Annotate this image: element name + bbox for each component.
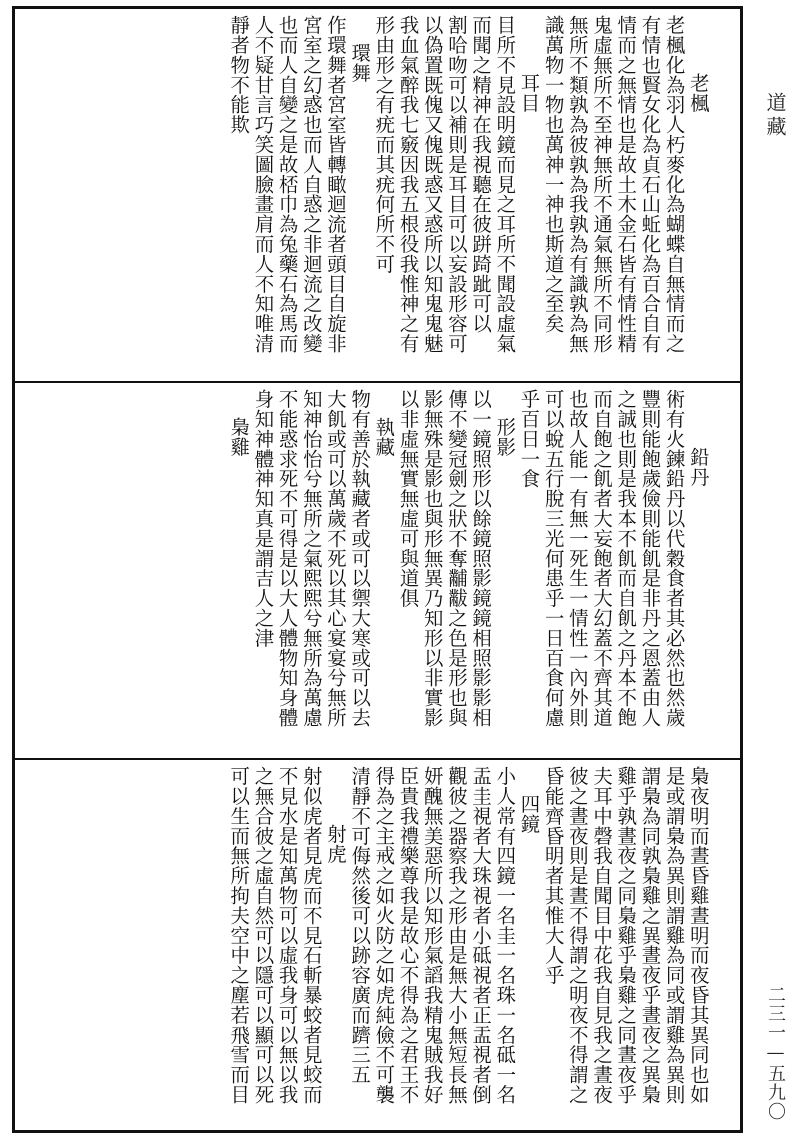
text-column: 靜者物不能欺 (227, 15, 251, 135)
blank-column (710, 766, 734, 1124)
text-column: 人不疑甘言巧笑圖臉畫肩而人不知唯清 (251, 15, 275, 354)
text-column: 我血氣醉我七竅因我五根役我惟神之有 (396, 15, 420, 354)
text-band-middle (15, 383, 740, 758)
text-column: 豐則能飽歲儉則能飢是非丹之恩蓋由人 (638, 389, 662, 728)
text-column: 而聞之精神在我視聽在彼跰踦跐可以 (469, 15, 493, 334)
text-column: 梟夜明而晝昏雞晝明而夜昏其異同也如 (686, 766, 710, 1105)
text-column: 臣貴我禮樂尊我是故心不得為之君王不 (396, 766, 420, 1105)
section-heading: 形影 (493, 417, 517, 457)
text-column: 知神怡怡兮無所之氣熙熙兮無所為萬慮 (299, 389, 323, 728)
text-column: 物有善於執藏者或可以禦大寒或可以去 (348, 389, 372, 728)
section-heading: 執藏 (372, 417, 396, 457)
text-band-top (15, 9, 740, 381)
section-heading: 梟雞 (227, 417, 251, 457)
text-column: 可以蛻五行脫三光何患乎一日百食何慮 (541, 389, 565, 728)
text-column: 大飢或可以萬歲不死以其心宴宴兮無所 (324, 389, 347, 728)
text-column: 妍醜無美惡所以知形氣謟我精鬼賊我好 (420, 766, 444, 1105)
margin-book-title: 道藏 (763, 92, 787, 140)
text-column: 是或謂梟為異則謂雞為同或謂雞為異則 (662, 766, 686, 1105)
text-column: 射似虎者見虎而不見石斬暴蛟者見蛟而 (299, 766, 323, 1105)
text-column: 無所不類孰為彼孰為我孰為有識孰為無 (565, 15, 589, 354)
text-column: 以偽置既傀又傀既惑又惑所以知鬼鬼魅 (420, 15, 444, 354)
text-column: 之誠也則是我本不飢而自飢之丹本不飽 (614, 389, 638, 728)
section-heading: 耳目 (517, 73, 541, 113)
text-column: 術有火鍊鉛丹以代穀食者其必然也然歲 (662, 389, 686, 728)
text-column: 老楓化為羽人朽麥化為蝴蝶自無情而之 (662, 15, 686, 354)
text-column: 夫耳中磬我自聞目中花我自見我之晝夜 (590, 766, 614, 1105)
text-column: 乎百日一食 (517, 389, 541, 489)
text-column: 有情也賢女化為貞石山蚯化為百合自有 (638, 15, 662, 354)
section-heading: 四鏡 (517, 794, 541, 834)
text-column: 也而人自變之是故桮巾為兔藥石為馬而 (275, 15, 299, 354)
text-column: 也故人能一有無一死生一情性一內外則 (565, 389, 589, 728)
blank-column (710, 15, 734, 375)
text-column: 不能惑求死不可得是以大人體物知身體 (275, 389, 299, 728)
text-column: 可以生而無所拘夫空中之塵若飛雪而目 (227, 766, 251, 1105)
text-column: 而自飽之飢者大妄飽者大幻蓋不齊其道 (590, 389, 614, 728)
text-column: 割哈吻可以補則是耳目可以妄設形容可 (444, 15, 468, 354)
section-heading: 鉛丹 (686, 447, 710, 487)
section-heading: 老楓 (686, 73, 710, 113)
text-column: 目所不見設明鏡而見之耳所不聞設虛氣 (493, 15, 517, 354)
text-column: 雞乎孰晝夜之同梟雞乎梟雞之同晝夜乎 (614, 766, 638, 1105)
section-heading: 射虎 (324, 824, 347, 864)
blank-column (710, 389, 734, 752)
text-column: 小人常有四鏡一名圭一名珠一名砥一名 (493, 766, 517, 1105)
text-column: 情而之無情也是故土木金石皆有情性精 (614, 15, 638, 354)
text-column: 彼之晝夜則是晝不得謂之明夜不得謂之 (565, 766, 589, 1105)
text-column: 清靜不可侮然後可以跡容廣而躋三五 (348, 766, 372, 1085)
text-column: 識萬物一物也萬神一神也斯道之至矣 (541, 15, 565, 334)
margin-page-number: 二三一—五九〇 (765, 985, 786, 1121)
text-column: 作環舞者宮室皆轉瞰迴流者頭目自旋非 (324, 15, 347, 354)
section-heading: 環舞 (348, 43, 372, 83)
text-column: 以一鏡照形以餘鏡照影鏡鏡相照影影相 (469, 389, 493, 728)
text-column: 影無殊是影也與形無異乃知形以非實影 (420, 389, 444, 728)
text-column: 謂梟為同孰梟雞之異晝夜乎晝夜之異梟 (638, 766, 662, 1105)
text-column: 不見水是知萬物可以虛我身可以無以我 (275, 766, 299, 1105)
text-column: 觀彼之器察我之形由是無大小無短長無 (444, 766, 468, 1105)
text-column: 之無合彼之虛自然可以隱可以顯可以死 (251, 766, 275, 1105)
text-column: 形由形之有疣而其疣何所不可 (372, 15, 396, 274)
text-column: 身知神體神知真是謂吉人之津 (251, 389, 275, 648)
text-column: 盂圭視者大珠視者小砥視者正盂視者倒 (469, 766, 493, 1105)
text-column: 宮室之幻惑也而人自惑之非迴流之改變 (299, 15, 323, 354)
text-column: 傳不變冠劍之狀不奪黼黻之色是形也與 (444, 389, 468, 728)
text-band-bottom (15, 760, 740, 1130)
text-column: 鬼虛無所不至神無所不通氣無所不同形 (590, 15, 614, 354)
text-column: 得為之主戒之如火防之如虎純儉不可襲 (372, 766, 396, 1105)
text-column: 昏能齊昏明者其惟大人乎 (541, 766, 565, 985)
text-column: 以非虛無實無虛可與道俱 (396, 389, 420, 608)
